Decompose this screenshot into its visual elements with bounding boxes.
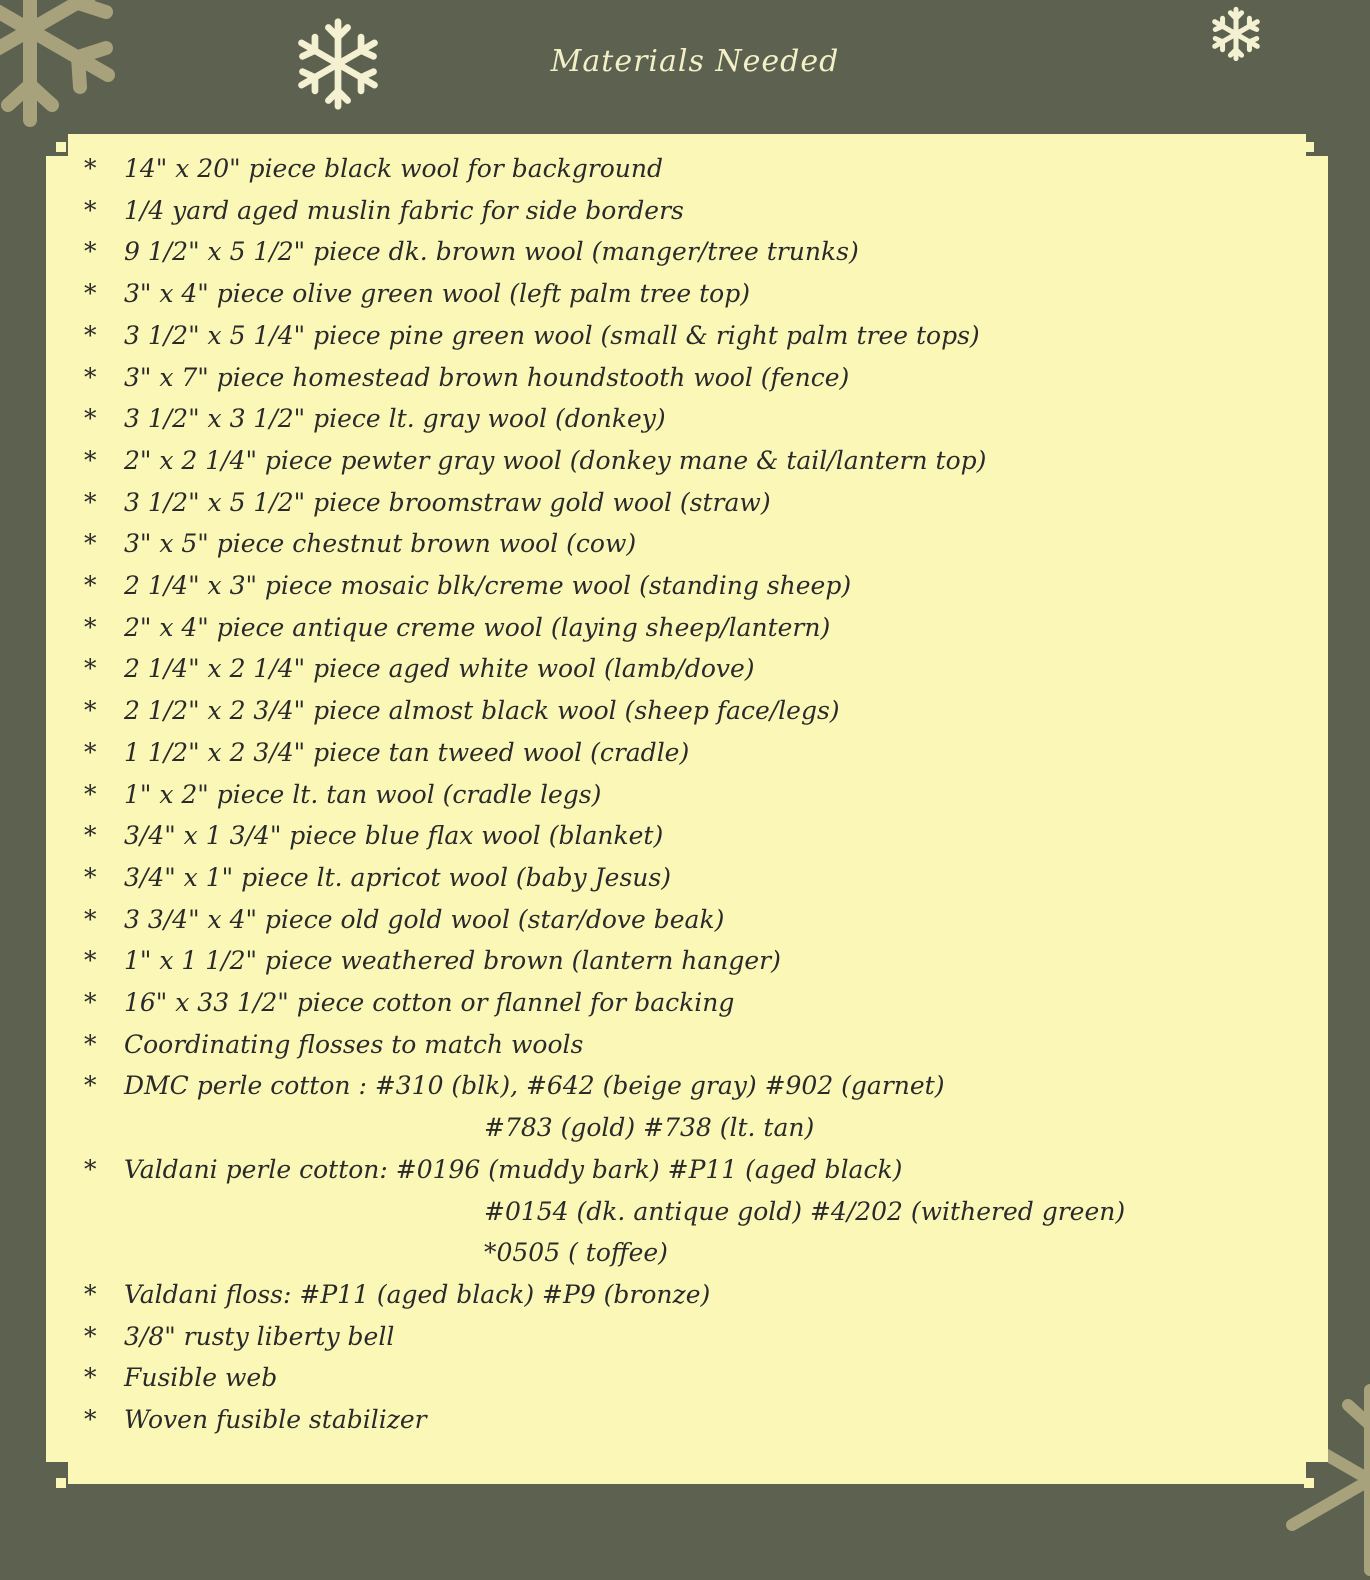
list-item: [84, 774, 1314, 816]
asterisk-bullet-icon: *: [84, 529, 97, 559]
item-text: Coordinating flosses to match wools: [124, 1029, 584, 1059]
list-item: [84, 315, 1314, 357]
asterisk-bullet-icon: *: [84, 1321, 97, 1351]
list-item: [84, 690, 1314, 732]
item-text: 9 1/2" x 5 1/2" piece dk. brown wool (manger/tree trunks): [124, 237, 859, 267]
asterisk-bullet-icon: *: [84, 362, 97, 392]
item-text: 2" x 2 1/4" piece pewter gray wool (donkey mane & tail/lantern top): [124, 445, 987, 475]
materials-list: [84, 148, 1314, 1441]
asterisk-bullet-icon: *: [84, 1029, 97, 1059]
item-text: DMC perle cotton : #310 (blk), #642 (beige gray) #902 (garnet): [124, 1071, 945, 1101]
asterisk-bullet-icon: *: [84, 904, 97, 934]
item-text: 16" x 33 1/2" piece cotton or flannel for backing: [124, 988, 735, 1018]
list-item: [84, 732, 1314, 774]
item-text: 3 1/2" x 5 1/2" piece broomstraw gold wool (straw): [124, 487, 771, 517]
item-text: Fusible web: [124, 1363, 278, 1393]
asterisk-bullet-icon: *: [84, 737, 97, 767]
list-item: [84, 440, 1314, 482]
corner-square: [56, 142, 66, 152]
item-text: *0505 ( toffee): [484, 1238, 668, 1268]
asterisk-bullet-icon: *: [84, 571, 97, 601]
asterisk-bullet-icon: *: [84, 279, 97, 309]
item-text: 14" x 20" piece black wool for background: [124, 154, 664, 183]
list-item: [84, 231, 1314, 273]
item-text: Valdani perle cotton: #0196 (muddy bark) #P11 (aged black): [124, 1154, 903, 1184]
asterisk-bullet-icon: *: [84, 654, 97, 684]
corner-square: [56, 1478, 66, 1488]
item-text: 1/4 yard aged muslin fabric for side borders: [124, 195, 684, 225]
list-item: [84, 482, 1314, 524]
item-text: 3" x 5" piece chestnut brown wool (cow): [124, 529, 637, 559]
asterisk-bullet-icon: *: [84, 946, 97, 976]
item-text: 3/4" x 1 3/4" piece blue flax wool (blanket): [124, 821, 664, 851]
page-title: Materials Needed: [550, 44, 840, 79]
asterisk-bullet-icon: *: [84, 779, 97, 809]
item-text: 1" x 1 1/2" piece weathered brown (lantern hanger): [124, 946, 781, 976]
asterisk-bullet-icon: *: [84, 404, 97, 434]
list-item: [84, 899, 1314, 941]
list-item: [84, 1065, 1314, 1107]
item-text: #0154 (dk. antique gold) #4/202 (withered green): [484, 1196, 1126, 1226]
corner-square: [1304, 1478, 1314, 1488]
list-item: [84, 982, 1314, 1024]
list-item: [84, 1357, 1314, 1399]
item-text: 3 3/4" x 4" piece old gold wool (star/dove beak): [124, 904, 725, 934]
asterisk-bullet-icon: *: [84, 1279, 97, 1309]
asterisk-bullet-icon: *: [84, 1071, 97, 1101]
item-text: 2 1/4" x 2 1/4" piece aged white wool (lamb/dove): [124, 654, 755, 684]
list-item: [84, 857, 1314, 899]
asterisk-bullet-icon: *: [84, 1405, 97, 1435]
list-item: [84, 273, 1314, 315]
asterisk-bullet-icon: *: [84, 237, 97, 267]
list-item: [84, 648, 1314, 690]
asterisk-bullet-icon: *: [84, 1363, 97, 1393]
list-item: [84, 940, 1314, 982]
asterisk-bullet-icon: *: [84, 612, 97, 642]
item-text: Woven fusible stabilizer: [124, 1405, 427, 1435]
list-item-continuation: [84, 1232, 1314, 1274]
asterisk-bullet-icon: *: [84, 195, 97, 225]
asterisk-bullet-icon: *: [84, 821, 97, 851]
asterisk-bullet-icon: *: [84, 1154, 97, 1184]
item-text: 3 1/2" x 3 1/2" piece lt. gray wool (donkey): [124, 404, 666, 434]
list-item-continuation: [84, 1191, 1314, 1233]
item-text: #783 (gold) #738 (lt. tan): [484, 1113, 815, 1143]
list-item: [84, 1399, 1314, 1441]
item-text: 3" x 4" piece olive green wool (left palm tree top): [124, 279, 750, 309]
asterisk-bullet-icon: *: [84, 696, 97, 726]
item-text: Valdani floss: #P11 (aged black) #P9 (bronze): [124, 1279, 711, 1309]
list-item: [84, 1316, 1314, 1358]
item-text: 1" x 2" piece lt. tan wool (cradle legs): [124, 779, 602, 809]
asterisk-bullet-icon: *: [84, 487, 97, 517]
asterisk-bullet-icon: *: [84, 445, 97, 475]
list-item: [84, 1024, 1314, 1066]
item-text: 2 1/4" x 3" piece mosaic blk/creme wool (standing sheep): [124, 571, 852, 601]
list-item: [84, 148, 1314, 190]
item-text: 3/4" x 1" piece lt. apricot wool (baby Jesus): [124, 862, 671, 892]
item-text: 3/8" rusty liberty bell: [124, 1321, 395, 1351]
list-item-continuation: [84, 1107, 1314, 1149]
item-text: 3" x 7" piece homestead brown houndstooth wool (fence): [124, 362, 850, 392]
asterisk-bullet-icon: *: [84, 320, 97, 350]
asterisk-bullet-icon: *: [84, 862, 97, 892]
list-item: [84, 357, 1314, 399]
list-item: [84, 565, 1314, 607]
item-text: 2" x 4" piece antique creme wool (laying sheep/lantern): [124, 612, 831, 642]
asterisk-bullet-icon: *: [84, 988, 97, 1018]
list-item: [84, 398, 1314, 440]
list-item: [84, 523, 1314, 565]
item-text: 2 1/2" x 2 3/4" piece almost black wool (sheep face/legs): [124, 696, 840, 726]
list-item: [84, 190, 1314, 232]
list-item: [84, 1149, 1314, 1191]
list-item: [84, 815, 1314, 857]
item-text: 3 1/2" x 5 1/4" piece pine green wool (small & right palm tree tops): [124, 320, 980, 350]
asterisk-bullet-icon: *: [84, 154, 97, 183]
list-item: [84, 607, 1314, 649]
list-item: [84, 1274, 1314, 1316]
item-text: 1 1/2" x 2 3/4" piece tan tweed wool (cradle): [124, 737, 690, 767]
